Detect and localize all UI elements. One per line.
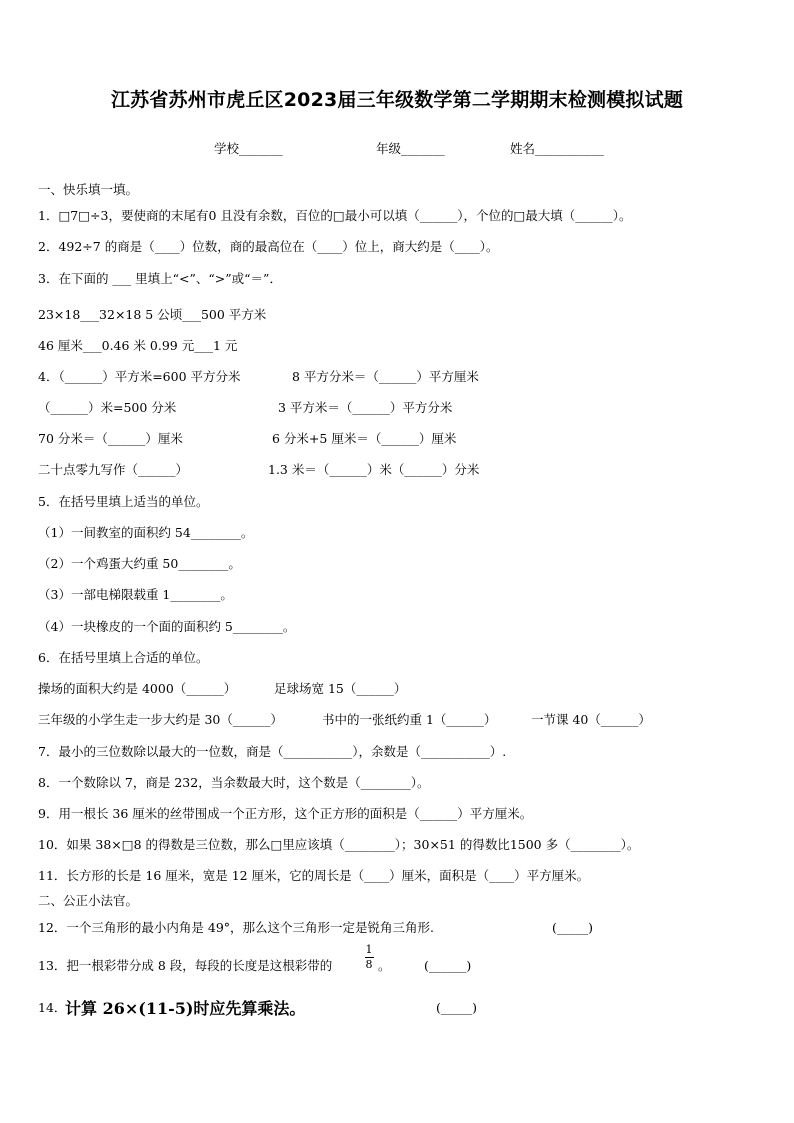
section-heading: 一、快乐填一填。 [38, 182, 139, 197]
question-1: 1．□7□÷3，要使商的末尾有0 且没有余数，百位的□最小可以填（______），个位的□最大填（______）。 [38, 208, 632, 223]
question-13: 13．把一根彩带分成 8 段，每段的长度是这根彩带的 [38, 958, 333, 973]
question-14: 计算 26×(11-5)时应先算乘法。 [65, 999, 306, 1018]
question-6-item: 三年级的小学生走一步大约是 30（______） [38, 712, 283, 727]
question-3-row-1: 23×18___32×18 5 公顷___500 平方米 [38, 307, 267, 322]
question-4-item: 70 分米＝（______）厘米 [38, 431, 183, 446]
question-5-item: （4）一块橡皮的一个面的面积约 5________。 [38, 619, 296, 634]
question-6-item: 操场的面积大约是 4000（______） [38, 681, 237, 696]
question-5-item: （1）一间教室的面积约 54________。 [38, 525, 254, 540]
question-4-item: 3 平方米＝（______）平方分米 [278, 400, 453, 415]
question-4-item: 8 平方分米＝（______）平方厘米 [292, 369, 479, 384]
fraction-numerator: 1 [365, 943, 373, 956]
section-heading: 二、公正小法官。 [38, 893, 139, 908]
question-14-number: 14． [38, 1000, 67, 1015]
question-3-row-2: 46 厘米___0.46 米 0.99 元___1 元 [38, 338, 238, 353]
question-10: 10．如果 38×□8 的得数是三位数，那么□里应该填（________）；30×51 的得数比1500 多（________）。 [38, 837, 640, 852]
question-7: 7．最小的三位数除以最大的一位数，商是（___________），余数是（___________）. [38, 744, 507, 759]
page-title: 江苏省苏州市虎丘区2023届三年级数学第二学期期末检测模拟试题 [110, 89, 684, 111]
question-6: 6．在括号里填上合适的单位。 [38, 650, 209, 665]
question-4-item: 4．（______）平方米=600 平方分米 [38, 369, 241, 384]
question-3: 3．在下面的 ___ 里填上“<”、“>”或“＝”． [38, 271, 282, 286]
answer-blank: (_____) [436, 1000, 478, 1015]
question-4-item: 二十点零九写作（______） [38, 462, 189, 477]
name-field: 姓名___________ [510, 141, 604, 156]
question-4-item: 6 分米+5 厘米＝（______）厘米 [272, 431, 457, 446]
question-5-item: （2）一个鸡蛋大约重 50________。 [38, 556, 241, 571]
answer-blank: (_____) [552, 920, 594, 935]
question-12: 12．一个三角形的最小内角是 49°，那么这个三角形一定是锐角三角形. [38, 920, 435, 935]
fraction-one-eighth [362, 944, 376, 971]
fraction-denominator: 8 [365, 958, 373, 971]
question-11: 11．长方形的长是 16 厘米，宽是 12 厘米，它的周长是（____）厘米，面积是（____）平方厘米。 [38, 868, 590, 883]
question-4-item: 1.3 米＝（______）米（______）分米 [268, 462, 480, 477]
question-5: 5．在括号里填上适当的单位。 [38, 494, 209, 509]
question-4-item: （______）米=500 分米 [38, 400, 177, 415]
question-8: 8．一个数除以 7，商是 232，当余数最大时，这个数是（________）。 [38, 775, 430, 790]
school-field: 学校_______ [214, 141, 283, 156]
question-9: 9．用一根长 36 厘米的丝带围成一个正方形，这个正方形的面积是（______）平方厘米。 [38, 806, 533, 821]
grade-field: 年级_______ [376, 141, 445, 156]
question-6-item: 足球场宽 15（______） [274, 681, 407, 696]
question-2: 2．492÷7 的商是（____）位数，商的最高位在（____）位上，商大约是（____）。 [38, 239, 499, 254]
question-13-end: 。 [378, 958, 391, 973]
answer-blank: (______) [424, 958, 472, 973]
question-6-item: 一节课 40（______） [531, 712, 651, 727]
question-6-item: 书中的一张纸约重 1（______） [322, 712, 497, 727]
question-5-item: （3）一部电梯限载重 1________。 [38, 587, 233, 602]
